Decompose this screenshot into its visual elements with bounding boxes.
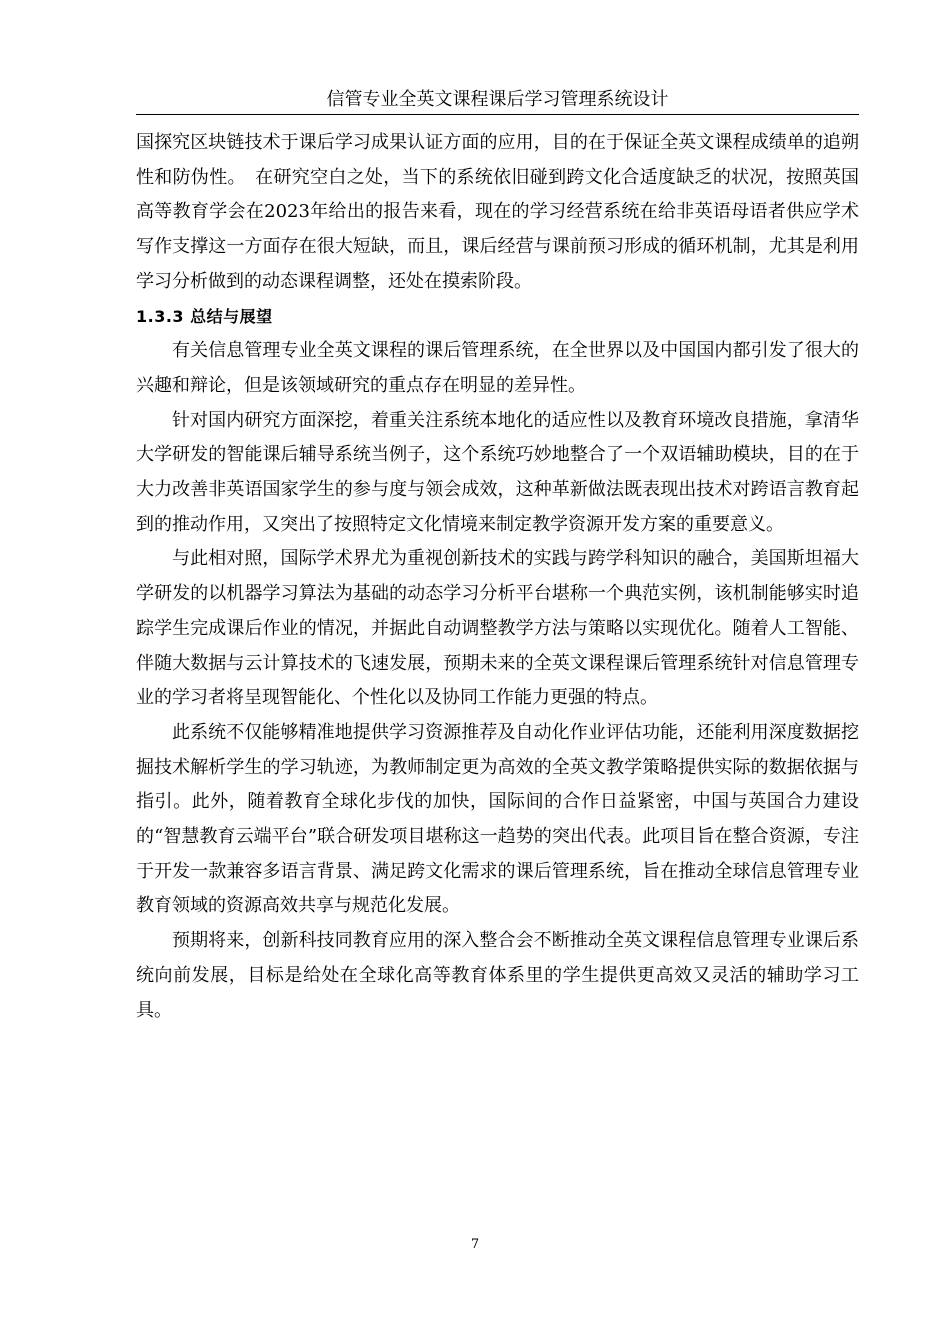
page-body bbox=[136, 126, 859, 1028]
page-header-title: 信管专业全英文课程课后学习管理系统设计 bbox=[326, 89, 669, 110]
paragraph-continuation: 国探究区块链技术于课后学习成果认证方面的应用，目的在于保证全英文课程成绩单的追朔性和防伪性。 在研究空白之处，当下的系统依旧碰到跨文化合适度缺乏的状况，按照英国高等教育学会在2023年给出的报告来看，现在的学习经营系统在给非英语母语者供应学术写作支撑这一方面存在很大短缺，而且，课后经营与课前预习形成的循环机制，尤其是利用学习分析做到的动态课程调整，还处在摸索阶段。 bbox=[136, 132, 859, 292]
section-heading: 1.3.3 总结与展望 bbox=[136, 306, 273, 326]
paragraph: 此系统不仅能够精准地提供学习资源推荐及自动化作业评估功能，还能利用深度数据挖掘技术解析学生的学习轨迹，为教师制定更为高效的全英文教学策略提供实际的数据依据与指引。此外，随着教育全球化步伐的加快，国际间的合作日益紧密，中国与英国合力建设的“智慧教育云端平台”联合研发项目堪称这一趋势的突出代表。此项目旨在整合资源，专注于开发一款兼容多语言背景、满足跨文化需求的课后管理系统，旨在推动全球信息管理专业教育领域的资源高效共享与规范化发展。 bbox=[136, 721, 859, 917]
paragraph: 针对国内研究方面深挖，着重关注系统本地化的适应性以及教育环境改良措施，拿清华大学研发的智能课后辅导系统当例子，这个系统巧妙地整合了一个双语辅助模块，目的在于大力改善非英语国家学生的参与度与领会成效，这种革新做法既表现出技术对跨语言教育起到的推动作用，又突出了按照特定文化情境来制定教学资源开发方案的重要意义。 bbox=[136, 409, 859, 535]
page-number: 7 bbox=[470, 1237, 480, 1252]
paragraph: 有关信息管理专业全英文课程的课后管理系统，在全世界以及中国国内都引发了很大的兴趣和辩论，但是该领域研究的重点存在明显的差异性。 bbox=[136, 340, 859, 396]
paragraph: 与此相对照，国际学术界尤为重视创新技术的实践与跨学科知识的融合，美国斯坦福大学研发的以机器学习算法为基础的动态学习分析平台堪称一个典范实例，该机制能够实时追踪学生完成课后作业的情况，并据此自动调整教学方法与策略以实现优化。随着人工智能、伴随大数据与云计算技术的飞速发展，预期未来的全英文课程课后管理系统针对信息管理专业的学习者将呈现智能化、个性化以及协同工作能力更强的特点。 bbox=[136, 548, 859, 709]
paragraph: 预期将来，创新科技同教育应用的深入整合会不断推动全英文课程信息管理专业课后系统向前发展，目标是给处在全球化高等教育体系里的学生提供更高效又灵活的辅助学习工具。 bbox=[136, 930, 859, 1021]
header-divider bbox=[136, 114, 859, 115]
